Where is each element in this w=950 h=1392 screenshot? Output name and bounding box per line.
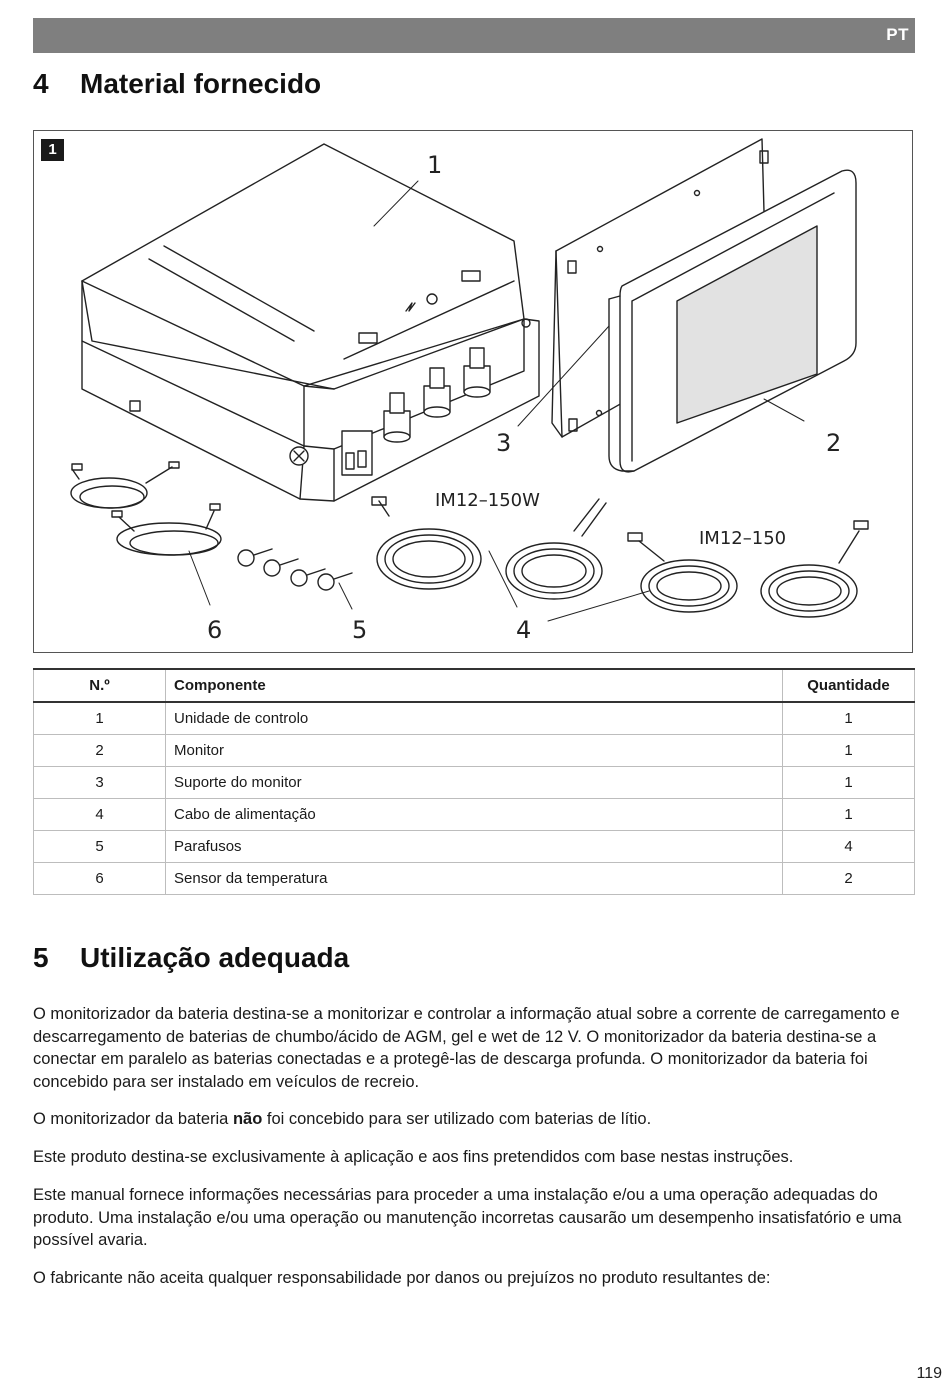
supplied-material-illustration [34, 131, 914, 654]
paragraph-lithium-after: foi concebido para ser utilizado com baterias de lítio. [262, 1110, 652, 1128]
row-number: 6 [34, 863, 166, 895]
header-number: N.º [34, 669, 166, 702]
control-unit-drawing [82, 144, 539, 501]
paragraph-liability: O fabricante não aceita qualquer responsabilidade por danos ou prejuízos no produto resultantes de: [33, 1269, 771, 1287]
row-component: Sensor da temperatura [166, 863, 783, 895]
table-row [34, 863, 915, 895]
table-row [34, 735, 915, 767]
row-number: 1 [34, 702, 166, 735]
section-4-heading [33, 68, 321, 100]
row-quantity: 1 [783, 735, 915, 767]
model-label-im12-150w: IM12–150W [435, 490, 540, 511]
paragraph-lithium-warning [33, 1108, 915, 1131]
row-number: 5 [34, 831, 166, 863]
row-number: 3 [34, 767, 166, 799]
paragraph-lithium-emphasis: não [232, 1110, 263, 1128]
callout-4: 4 [516, 616, 532, 644]
power-cables-drawing [372, 497, 868, 617]
row-quantity: 1 [783, 702, 915, 735]
screws-drawing [238, 549, 352, 590]
table-header-row [34, 669, 915, 702]
language-bar [33, 18, 915, 53]
table-row [34, 799, 915, 831]
row-component: Cabo de alimentação [166, 799, 783, 831]
section-4-number: 4 [33, 68, 49, 99]
header-quantity: Quantidade [783, 669, 915, 702]
section-5-number: 5 [33, 942, 49, 973]
callout-3: 3 [496, 429, 512, 457]
header-component: Componente [166, 669, 783, 702]
paragraph-manual-info: Este manual fornece informações necessárias para proceder a uma instalação e/ou a uma operação adequadas do produto. Uma instalação e/ou uma operação ou manutenção incorretas causarão um desempenho insatisfatório e uma possível avaria. [33, 1186, 902, 1249]
paragraph-exclusive-use: Este produto destina-se exclusivamente à aplicação e aos fins pretendidos com base nestas instruções. [33, 1148, 794, 1166]
callout-6: 6 [207, 616, 223, 644]
table-row [34, 702, 915, 735]
table-row [34, 831, 915, 863]
page-number: 119 [916, 1365, 942, 1382]
row-component: Suporte do monitor [166, 767, 783, 799]
callout-5: 5 [352, 616, 368, 644]
row-quantity: 1 [783, 799, 915, 831]
section-4-title: Material fornecido [80, 68, 322, 99]
callout-2: 2 [826, 429, 842, 457]
row-quantity: 1 [783, 767, 915, 799]
components-table [33, 668, 915, 895]
row-component: Unidade de controlo [166, 702, 783, 735]
temperature-sensor-cables [71, 462, 221, 555]
paragraph-intended-use: O monitorizador da bateria destina-se a monitorizar e controlar a informação atual sobre a corrente de carregamento e descarregamento de baterias de chumbo/ácido de AGM, gel e wet de 12 V. O monitorizador da bateria destina-se a conectar em paralelo as baterias conectadas e a protegê-las de descarga profunda. O monitorizador da bateria foi concebido para ser instalado em veículos de recreio. [33, 1005, 900, 1091]
language-code: PT [886, 25, 909, 44]
supplied-material-figure [33, 130, 913, 653]
section-5-title: Utilização adequada [80, 942, 350, 973]
row-component: Parafusos [166, 831, 783, 863]
section-5-heading [33, 942, 349, 974]
row-component: Monitor [166, 735, 783, 767]
row-number: 4 [34, 799, 166, 831]
callout-1: 1 [427, 151, 443, 179]
row-quantity: 2 [783, 863, 915, 895]
row-number: 2 [34, 735, 166, 767]
paragraph-lithium-before: O monitorizador da bateria [33, 1110, 233, 1128]
figure-badge: 1 [41, 139, 64, 161]
table-row [34, 767, 915, 799]
row-quantity: 4 [783, 831, 915, 863]
model-label-im12-150: IM12–150 [699, 528, 787, 549]
